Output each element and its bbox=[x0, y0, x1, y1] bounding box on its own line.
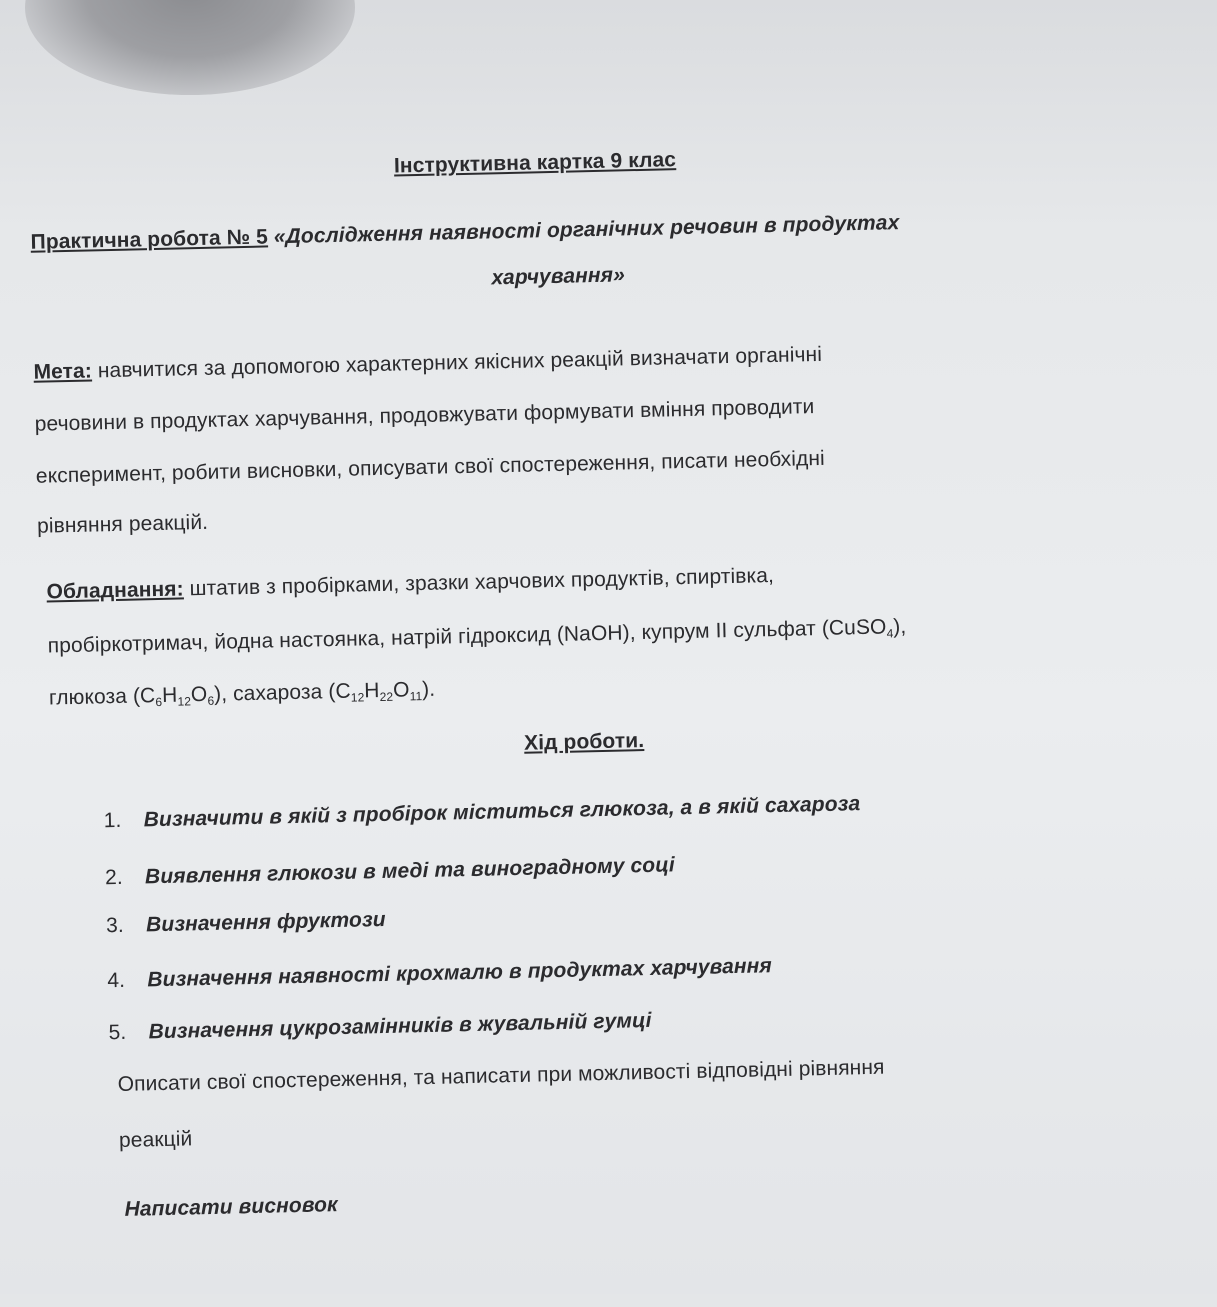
procedure-step bbox=[106, 908, 386, 938]
equipment-text-2: пробіркотримач, йодна настоянка, натрій гідроксид (NaOH), купрум II сульфат (CuSO bbox=[47, 615, 887, 658]
sucrose-label: ), сахароза (C bbox=[213, 679, 351, 706]
goal-line-2: речовини в продуктах харчування, продовжувати формувати вміння проводити bbox=[34, 395, 815, 436]
sucrose-o: O bbox=[392, 678, 410, 702]
step-text: Визначення цукрозамінників в жувальній гумці bbox=[148, 1008, 652, 1044]
document-title: Інструктивна картка 9 клас bbox=[393, 148, 677, 178]
glucose-sub-c: 6 bbox=[155, 694, 163, 710]
goal-line-3: експеримент, робити висновки, описувати свої спостереження, писати необхідні bbox=[35, 446, 826, 488]
equipment-text-2-end: ), bbox=[892, 615, 907, 639]
glucose-sub-o: 6 bbox=[207, 693, 215, 708]
sucrose-end: ). bbox=[421, 677, 436, 702]
sucrose-h: H bbox=[363, 679, 380, 703]
work-title-part-2: харчування» bbox=[491, 263, 626, 290]
sucrose-sub-o: 11 bbox=[409, 689, 423, 704]
work-title-line-1 bbox=[30, 211, 899, 255]
procedure-heading: Хід роботи. bbox=[523, 729, 645, 755]
goal-text-1: навчитися за допомогою характерних якісних реакцій визначати органічні bbox=[97, 342, 823, 383]
conclusion-text: Написати висновок bbox=[124, 1193, 339, 1221]
procedure-step bbox=[108, 1009, 652, 1045]
sucrose-sub-c: 12 bbox=[350, 690, 365, 705]
glucose-o: O bbox=[190, 682, 208, 707]
step-number: 4. bbox=[107, 968, 126, 993]
equipment-text-1: штатив з пробірками, зразки харчових продуктів, спиртівка, bbox=[189, 564, 775, 601]
step-text: Визначення фруктози bbox=[145, 907, 386, 937]
procedure-step bbox=[103, 792, 860, 833]
step-number: 2. bbox=[104, 865, 124, 890]
work-title-line-2 bbox=[491, 263, 625, 290]
step-number: 1. bbox=[103, 808, 122, 833]
equipment-line-1 bbox=[46, 564, 774, 605]
glucose-sub-h: 12 bbox=[177, 694, 192, 709]
equipment-line-2 bbox=[48, 615, 907, 659]
glucose-h: H bbox=[161, 683, 178, 707]
observations-line-2: реакцій bbox=[118, 1127, 193, 1153]
goal-line-1 bbox=[33, 343, 822, 385]
work-label: Практична робота № 5 bbox=[30, 225, 269, 254]
equipment-label: Обладнання: bbox=[46, 577, 184, 604]
sucrose-sub-h: 22 bbox=[379, 689, 394, 705]
step-number: 5. bbox=[108, 1020, 127, 1045]
step-text: Визначити в якій з пробірок міститься глюкоза, а в якій сахароза bbox=[143, 792, 861, 832]
goal-line-4: рівняння реакцій. bbox=[36, 510, 209, 538]
observations-line-1: Описати свої спостереження, та написати при можливості відповідні рівняння bbox=[117, 1055, 885, 1097]
step-text: Виявлення глюкози в меді та виноградному соці bbox=[144, 853, 676, 889]
cuso4-subscript: 4 bbox=[886, 626, 894, 641]
procedure-step bbox=[105, 853, 675, 890]
procedure-step bbox=[107, 954, 772, 993]
equipment-line-3 bbox=[49, 678, 436, 712]
work-title-part-1: «Дослідження наявності органічних речовин в продуктах bbox=[273, 211, 900, 249]
glucose-label: глюкоза (C bbox=[48, 684, 156, 710]
goal-label: Мета: bbox=[33, 359, 93, 384]
step-text: Визначення наявності крохмалю в продуктах харчування bbox=[147, 954, 773, 992]
step-number: 3. bbox=[105, 913, 125, 938]
